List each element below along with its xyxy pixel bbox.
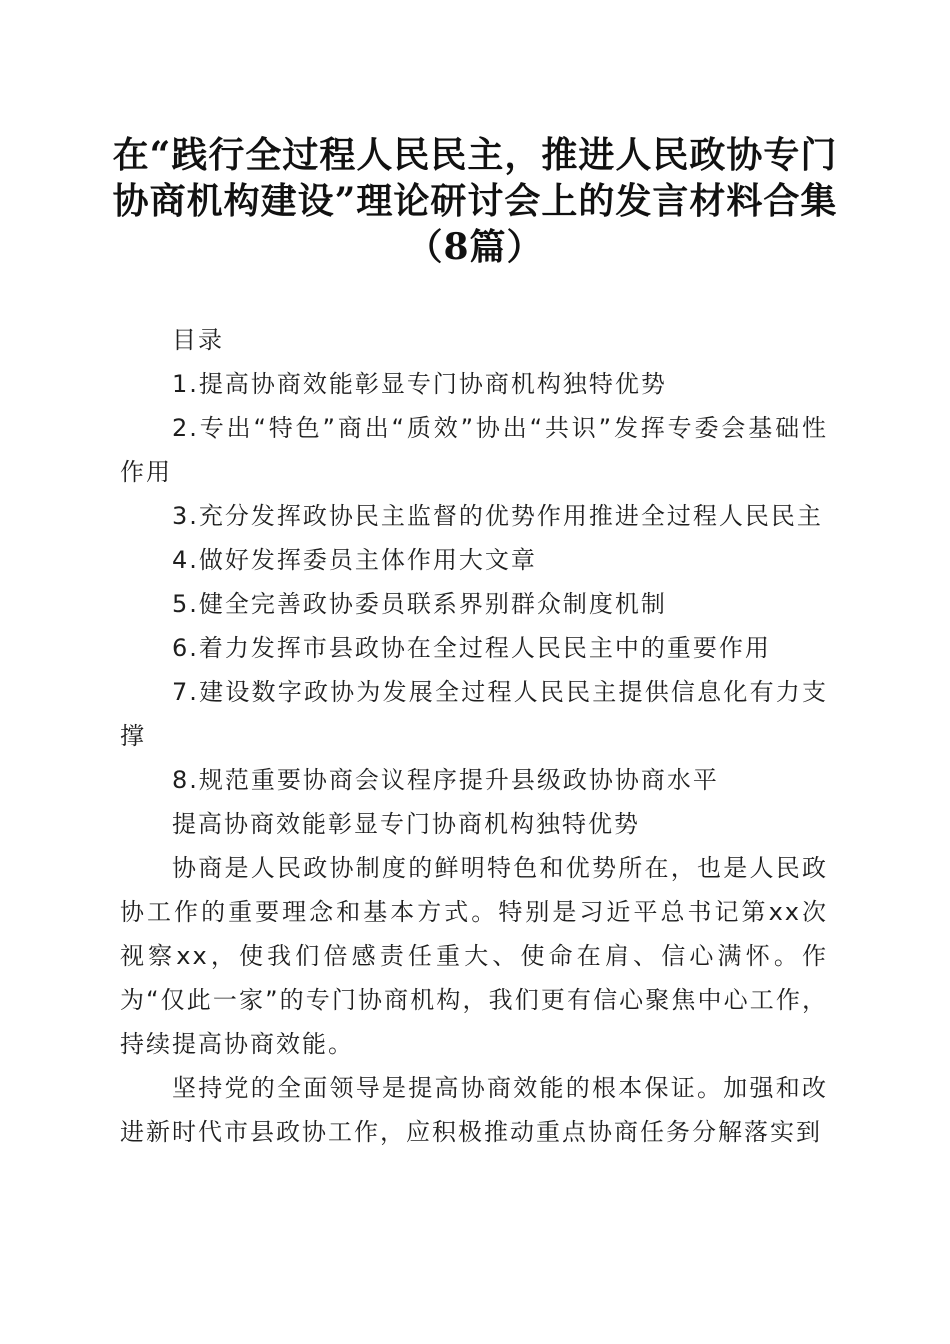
toc-heading: 目录 [172, 326, 224, 354]
body-paragraph-1: 协商是人民政协制度的鲜明特色和优势所在，也是人民政协工作的重要理念和基本方式。特别是习近平总书记第xx次视察xx，使我们倍感责任重大、使命在肩、信心满怀。作为“仅此一家”的专门协商机构，我们更有信心聚焦中心工作，持续提高协商效能。 [120, 854, 828, 1058]
document-body [120, 318, 828, 1154]
title-line-3: （8篇） [406, 226, 544, 268]
document-title [100, 132, 850, 270]
title-line-1: 在“践行全过程人民民主，推进人民政协专门 [112, 134, 838, 176]
toc-item-6: 6.着力发挥市县政协在全过程人民民主中的重要作用 [172, 634, 771, 662]
toc-item-7: 7.建设数字政协为发展全过程人民民主提供信息化有力支撑 [120, 678, 828, 750]
section-heading: 提高协商效能彰显专门协商机构独特优势 [172, 810, 640, 838]
toc-item-4: 4.做好发挥委员主体作用大文章 [172, 546, 537, 574]
toc-item-5: 5.健全完善政协委员联系界别群众制度机制 [172, 590, 667, 618]
toc-item-1: 1.提高协商效能彰显专门协商机构独特优势 [172, 370, 667, 398]
toc-item-8: 8.规范重要协商会议程序提升县级政协协商水平 [172, 766, 719, 794]
toc-item-2: 2.专出“特色”商出“质效”协出“共识”发挥专委会基础性作用 [120, 414, 828, 486]
toc-item-3: 3.充分发挥政协民主监督的优势作用推进全过程人民民主 [172, 502, 823, 530]
title-line-2: 协商机构建设”理论研讨会上的发言材料合集 [112, 180, 838, 222]
body-paragraph-2: 坚持党的全面领导是提高协商效能的根本保证。加强和改进新时代市县政协工作，应积极推动重点协商任务分解落实到 [120, 1074, 828, 1146]
